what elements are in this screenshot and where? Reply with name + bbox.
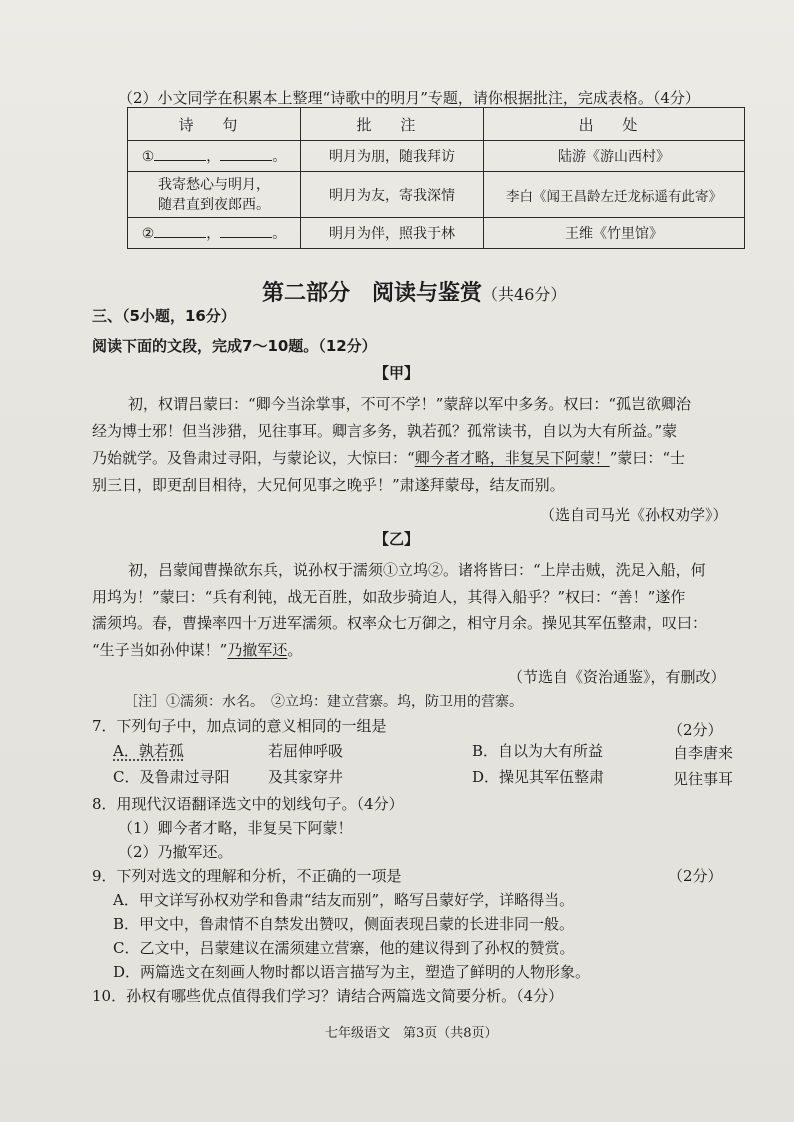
- q7-option-d[interactable]: [472, 767, 604, 787]
- poem-cell: [128, 172, 301, 218]
- jia-line-2: 经为博士邪！但当涉猎，见往事耳。卿言多务，孰若孤？孤常读书，自以为大有所益。”蒙: [92, 422, 678, 440]
- q9-stem: 9．下列对选文的理解和分析，不正确的一项是: [92, 867, 402, 885]
- q9-score: （2分）: [668, 867, 723, 885]
- table-header-row: [128, 108, 745, 141]
- poem-line: 随君直到夜郎西。: [158, 196, 270, 213]
- punct: 。: [272, 226, 287, 242]
- yi-line-2: 用坞为！”蒙曰：“兵有利钝，战无百胜，如敌步骑迫人，其得入船乎？”权曰：“善！”遂作: [92, 588, 686, 606]
- source-cell: 王维《竹里馆》: [484, 218, 745, 249]
- text: 。: [287, 641, 303, 659]
- header-poem: 诗 句: [128, 108, 301, 141]
- header-note: 批 注: [301, 108, 484, 141]
- jia-line-1: 初，权谓吕蒙曰：“卿今当涂掌事，不可不学！”蒙辞以军中多务。权曰：“孤岂欲卿治: [128, 395, 692, 413]
- row-number: ②: [141, 226, 155, 242]
- poem-table: [127, 107, 745, 249]
- q7-option-b-pair: 自李唐来: [673, 744, 734, 762]
- source-cell: 陆游《游山西村》: [484, 141, 745, 172]
- text: “生子当如孙仲谋！”: [92, 641, 228, 659]
- option-label: D．操见其军伍整肃: [472, 768, 605, 786]
- q7-option-a-pair: 若屈伸呼吸: [268, 742, 344, 760]
- part2-heading: [262, 276, 566, 307]
- poem-blank-cell-1[interactable]: [128, 141, 301, 172]
- yi-label: 【乙】: [374, 530, 420, 548]
- q9-option-c[interactable]: C．乙文中，吕蒙建议在濡须建立营寨，他的建议得到了孙权的赞赏。: [113, 939, 575, 957]
- row-number: ①: [141, 149, 155, 165]
- option-label: C．及鲁肃过寻阳: [113, 768, 230, 786]
- source-cell: 李白《闻王昌龄左迁龙标遥有此寄》: [484, 172, 745, 218]
- yi-line-4: [92, 640, 302, 660]
- note-cell: 明月为伴，照我于林: [301, 218, 484, 249]
- q7-score: （2分）: [668, 721, 723, 739]
- option-label: A．孰若孤: [113, 742, 184, 760]
- q10-stem: 10．孙权有哪些优点值得我们学习？请结合两篇选文简要分析。（4分）: [92, 987, 564, 1005]
- q7-option-b[interactable]: [472, 741, 603, 761]
- blank-line[interactable]: [220, 223, 272, 238]
- poem-line: 我寄愁心与明月，: [158, 176, 270, 193]
- punct: ，: [206, 226, 221, 242]
- q8-stem: 8．用现代汉语翻译选文中的划线句子。（4分）: [92, 795, 404, 813]
- yi-line-1: 初，吕蒙闻曹操欲东兵，说孙权于濡须①立坞②。诸将皆曰：“上岸击贼，洗足入船，何: [128, 561, 706, 579]
- blank-line[interactable]: [154, 223, 206, 238]
- q7-stem: 7．下列句子中，加点词的意义相同的一组是: [92, 717, 387, 735]
- text: ”蒙曰：“士: [609, 449, 686, 467]
- q9-option-d[interactable]: D．两篇选文在刻画人物时都以语言描写为主，塑造了鲜明的人物形象。: [113, 963, 591, 981]
- blank-line[interactable]: [154, 146, 206, 161]
- q9-option-b[interactable]: B．甲文中，鲁肃情不自禁发出赞叹，侧面表现吕蒙的长进非同一般。: [113, 915, 575, 933]
- note-cell: 明月为友，寄我深情: [301, 172, 484, 218]
- section3-heading: 三、（5小题，16分）: [92, 307, 236, 325]
- jia-line-4: 别三日，即更刮目相待，大兄何见事之晚乎！”肃遂拜蒙母，结友而别。: [92, 476, 565, 494]
- page-footer: 七年级语文 第3页（共8页）: [325, 1026, 498, 1041]
- q9-option-a[interactable]: A．甲文详写孙权劝学和鲁肃“结友而别”，略写吕蒙好学，详略得当。: [113, 891, 575, 909]
- q7-option-a[interactable]: [113, 741, 184, 761]
- punct: 。: [272, 149, 287, 165]
- text: 乃始就学。及鲁肃过寻阳，与蒙论议，大惊曰：: [92, 449, 408, 467]
- punct: ，: [206, 149, 221, 165]
- underlined-sentence-1: 卿今者才略，非复吴下阿蒙！: [414, 449, 610, 467]
- reading-instruction: 阅读下面的文段，完成7～10题。（12分）: [92, 337, 377, 355]
- yi-source: （节选自《资治通鉴》，有删改）: [508, 668, 726, 686]
- table-row: [128, 172, 745, 218]
- poem-blank-cell-2[interactable]: [128, 218, 301, 249]
- q7-option-c-pair: 及其家穿井: [268, 768, 344, 786]
- option-label: B．自以为大有所益: [472, 742, 604, 760]
- q8-item-2: （2）乃撤军还。: [118, 843, 233, 861]
- table-row: [128, 218, 745, 249]
- q7-option-d-pair: 见往事耳: [673, 770, 734, 788]
- q7-option-c[interactable]: [113, 767, 229, 787]
- part2-title: 第二部分 阅读与鉴赏: [262, 281, 483, 306]
- note-cell: 明月为朋，随我拜访: [301, 141, 484, 172]
- q2-intro: （2）小文同学在积累本上整理“诗歌中的明月”专题，请你根据批注，完成表格。（4分）: [118, 89, 700, 107]
- jia-source: （选自司马光《孙权劝学》）: [540, 506, 728, 524]
- yi-line-3: 濡须坞。春，曹操率四十万进军濡须。权率众七万御之，相守月余。操见其军伍整肃，叹曰：: [92, 614, 708, 632]
- table-row: [128, 141, 745, 172]
- blank-line[interactable]: [220, 146, 272, 161]
- underlined-sentence-2: 乃撤军还: [227, 641, 288, 659]
- jia-label: 【甲】: [374, 364, 420, 382]
- part2-score: （共46分）: [482, 285, 567, 304]
- jia-line-3: 乃始就学。及鲁肃过寻阳，与蒙论议，大惊曰：“卿今者才略，非复吴下阿蒙！”蒙曰：“士: [92, 449, 686, 467]
- header-source: 出 处: [484, 108, 745, 141]
- yi-note: ［注］①濡须：水名。 ②立坞：建立营寨。坞，防卫用的营寨。: [124, 694, 523, 710]
- q8-item-1: （1）卿今者才略，非复吴下阿蒙！: [118, 819, 353, 837]
